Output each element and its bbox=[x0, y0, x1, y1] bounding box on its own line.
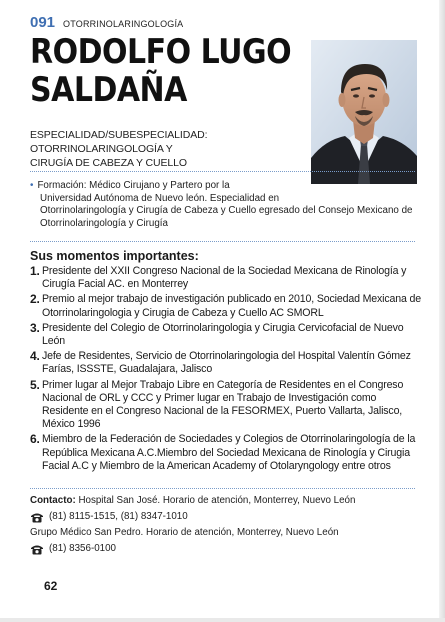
doctor-photo bbox=[311, 40, 417, 184]
momento-number: 6. bbox=[30, 432, 40, 447]
momento-text: Premio al mejor trabajo de investigación publicado en 2010, Sociedad Mexicana de Otorrinolaringologia y Cirugia de Cabeza y Cuello AC SMORL bbox=[42, 293, 422, 319]
subspecialty-line1: ESPECIALIDAD/SUBESPECIALIDAD: OTORRINOLARINGOLOGÍA Y bbox=[30, 129, 208, 155]
subspecialty bbox=[30, 128, 300, 170]
momento-item bbox=[30, 350, 425, 376]
divider-middle bbox=[30, 241, 415, 242]
contact-phones-2: (81) 8356-0100 bbox=[49, 543, 116, 554]
momento-text: Presidente del Colegio de Otorrinolaringologia y Cirugia Cervicofacial de Nuevo León bbox=[42, 321, 404, 348]
momento-item bbox=[30, 265, 425, 291]
formacion-line2: Universidad Autónoma de Nuevo león. Especialidad en bbox=[40, 192, 280, 204]
formacion-line1: Formación: Médico Cirujano y Partero por la bbox=[37, 180, 230, 191]
telephone-icon bbox=[30, 512, 44, 523]
contact-block bbox=[30, 493, 420, 557]
momento-text: Jefe de Residentes, Servicio de Otorrinolaringologia del Hospital Valentín Gómez Farías, ISSSTE, Guadalajara, Jalisco bbox=[42, 350, 411, 376]
contact-location-2: Grupo Médico San Pedro. Horario de atención, Monterrey, Nuevo León bbox=[30, 527, 339, 538]
entry-number: 091 bbox=[30, 14, 56, 31]
telephone-icon bbox=[30, 544, 44, 555]
subspecialty-line2: CIRUGÍA DE CABEZA Y CUELLO bbox=[30, 157, 187, 169]
page-header bbox=[30, 14, 183, 31]
contact-location-1-text: Hospital San José. Horario de atención, Monterrey, Nuevo León bbox=[75, 495, 356, 506]
formacion-block bbox=[30, 180, 415, 230]
contact-phone-row-2 bbox=[30, 541, 420, 557]
contact-phones-1: (81) 8115-1515, (81) 8347-1010 bbox=[49, 511, 188, 522]
momento-text: Presidente del XXII Congreso Nacional de la Sociedad Mexicana de Rinología y Cirugía Facial AC. en Monterrey bbox=[42, 265, 407, 291]
divider-top bbox=[30, 171, 415, 172]
doctor-name-line2: SALDAÑA bbox=[30, 70, 187, 111]
contact-location-1 bbox=[30, 493, 420, 509]
momento-item bbox=[30, 379, 425, 432]
page-edge-shadow bbox=[439, 0, 445, 622]
contact-phone-row-1 bbox=[30, 509, 420, 525]
bullet-icon: • bbox=[30, 180, 34, 191]
doctor-name-line1: RODOLFO LUGO bbox=[30, 32, 292, 73]
doctor-name bbox=[30, 34, 310, 110]
momentos-title: Sus momentos importantes: bbox=[30, 249, 199, 263]
formacion-line3: Otorrinolaringología y Cirugía de Cabeza y Cuello egresado del Consejo Mexicano de bbox=[40, 205, 413, 216]
doctor-portrait-image bbox=[311, 40, 417, 184]
formacion-line4: Otorrinolaringología y Cirugía bbox=[40, 217, 168, 229]
momento-text: Primer lugar al Mejor Trabajo Libre en Categoría de Residentes en el Congreso Nacional de ORL y CCC y Primer lugar en Trabajo de Investigación como Residente en el Congreso Nacional de la FESORMEX, Puerto Vallarta, Jalisco, México 1996 bbox=[42, 378, 404, 431]
momento-item bbox=[30, 433, 425, 473]
footer-page-number: 62 bbox=[44, 579, 58, 593]
momento-number: 2. bbox=[30, 292, 40, 307]
momento-text: Miembro de la Federación de Sociedades y Colegios de Otorrinolaringología de la República Mexicana A.C.Miembro del Sociedad Mexicana de Rinología y Cirugia Facial A.C y Miembro de la American Academy of Otolaryngology entre otros bbox=[42, 433, 416, 472]
momento-item bbox=[30, 293, 425, 319]
divider-bottom bbox=[30, 488, 415, 489]
momento-number: 4. bbox=[30, 349, 40, 364]
specialty-tag: OTORRINOLARINGOLOGÍA bbox=[63, 19, 184, 29]
momento-number: 1. bbox=[30, 264, 40, 278]
momentos-list bbox=[30, 265, 425, 475]
page-bottom-edge bbox=[0, 618, 445, 622]
momento-item bbox=[30, 322, 425, 348]
momento-number: 3. bbox=[30, 320, 40, 335]
contact-label: Contacto: bbox=[30, 495, 76, 506]
momento-number: 5. bbox=[30, 377, 40, 392]
